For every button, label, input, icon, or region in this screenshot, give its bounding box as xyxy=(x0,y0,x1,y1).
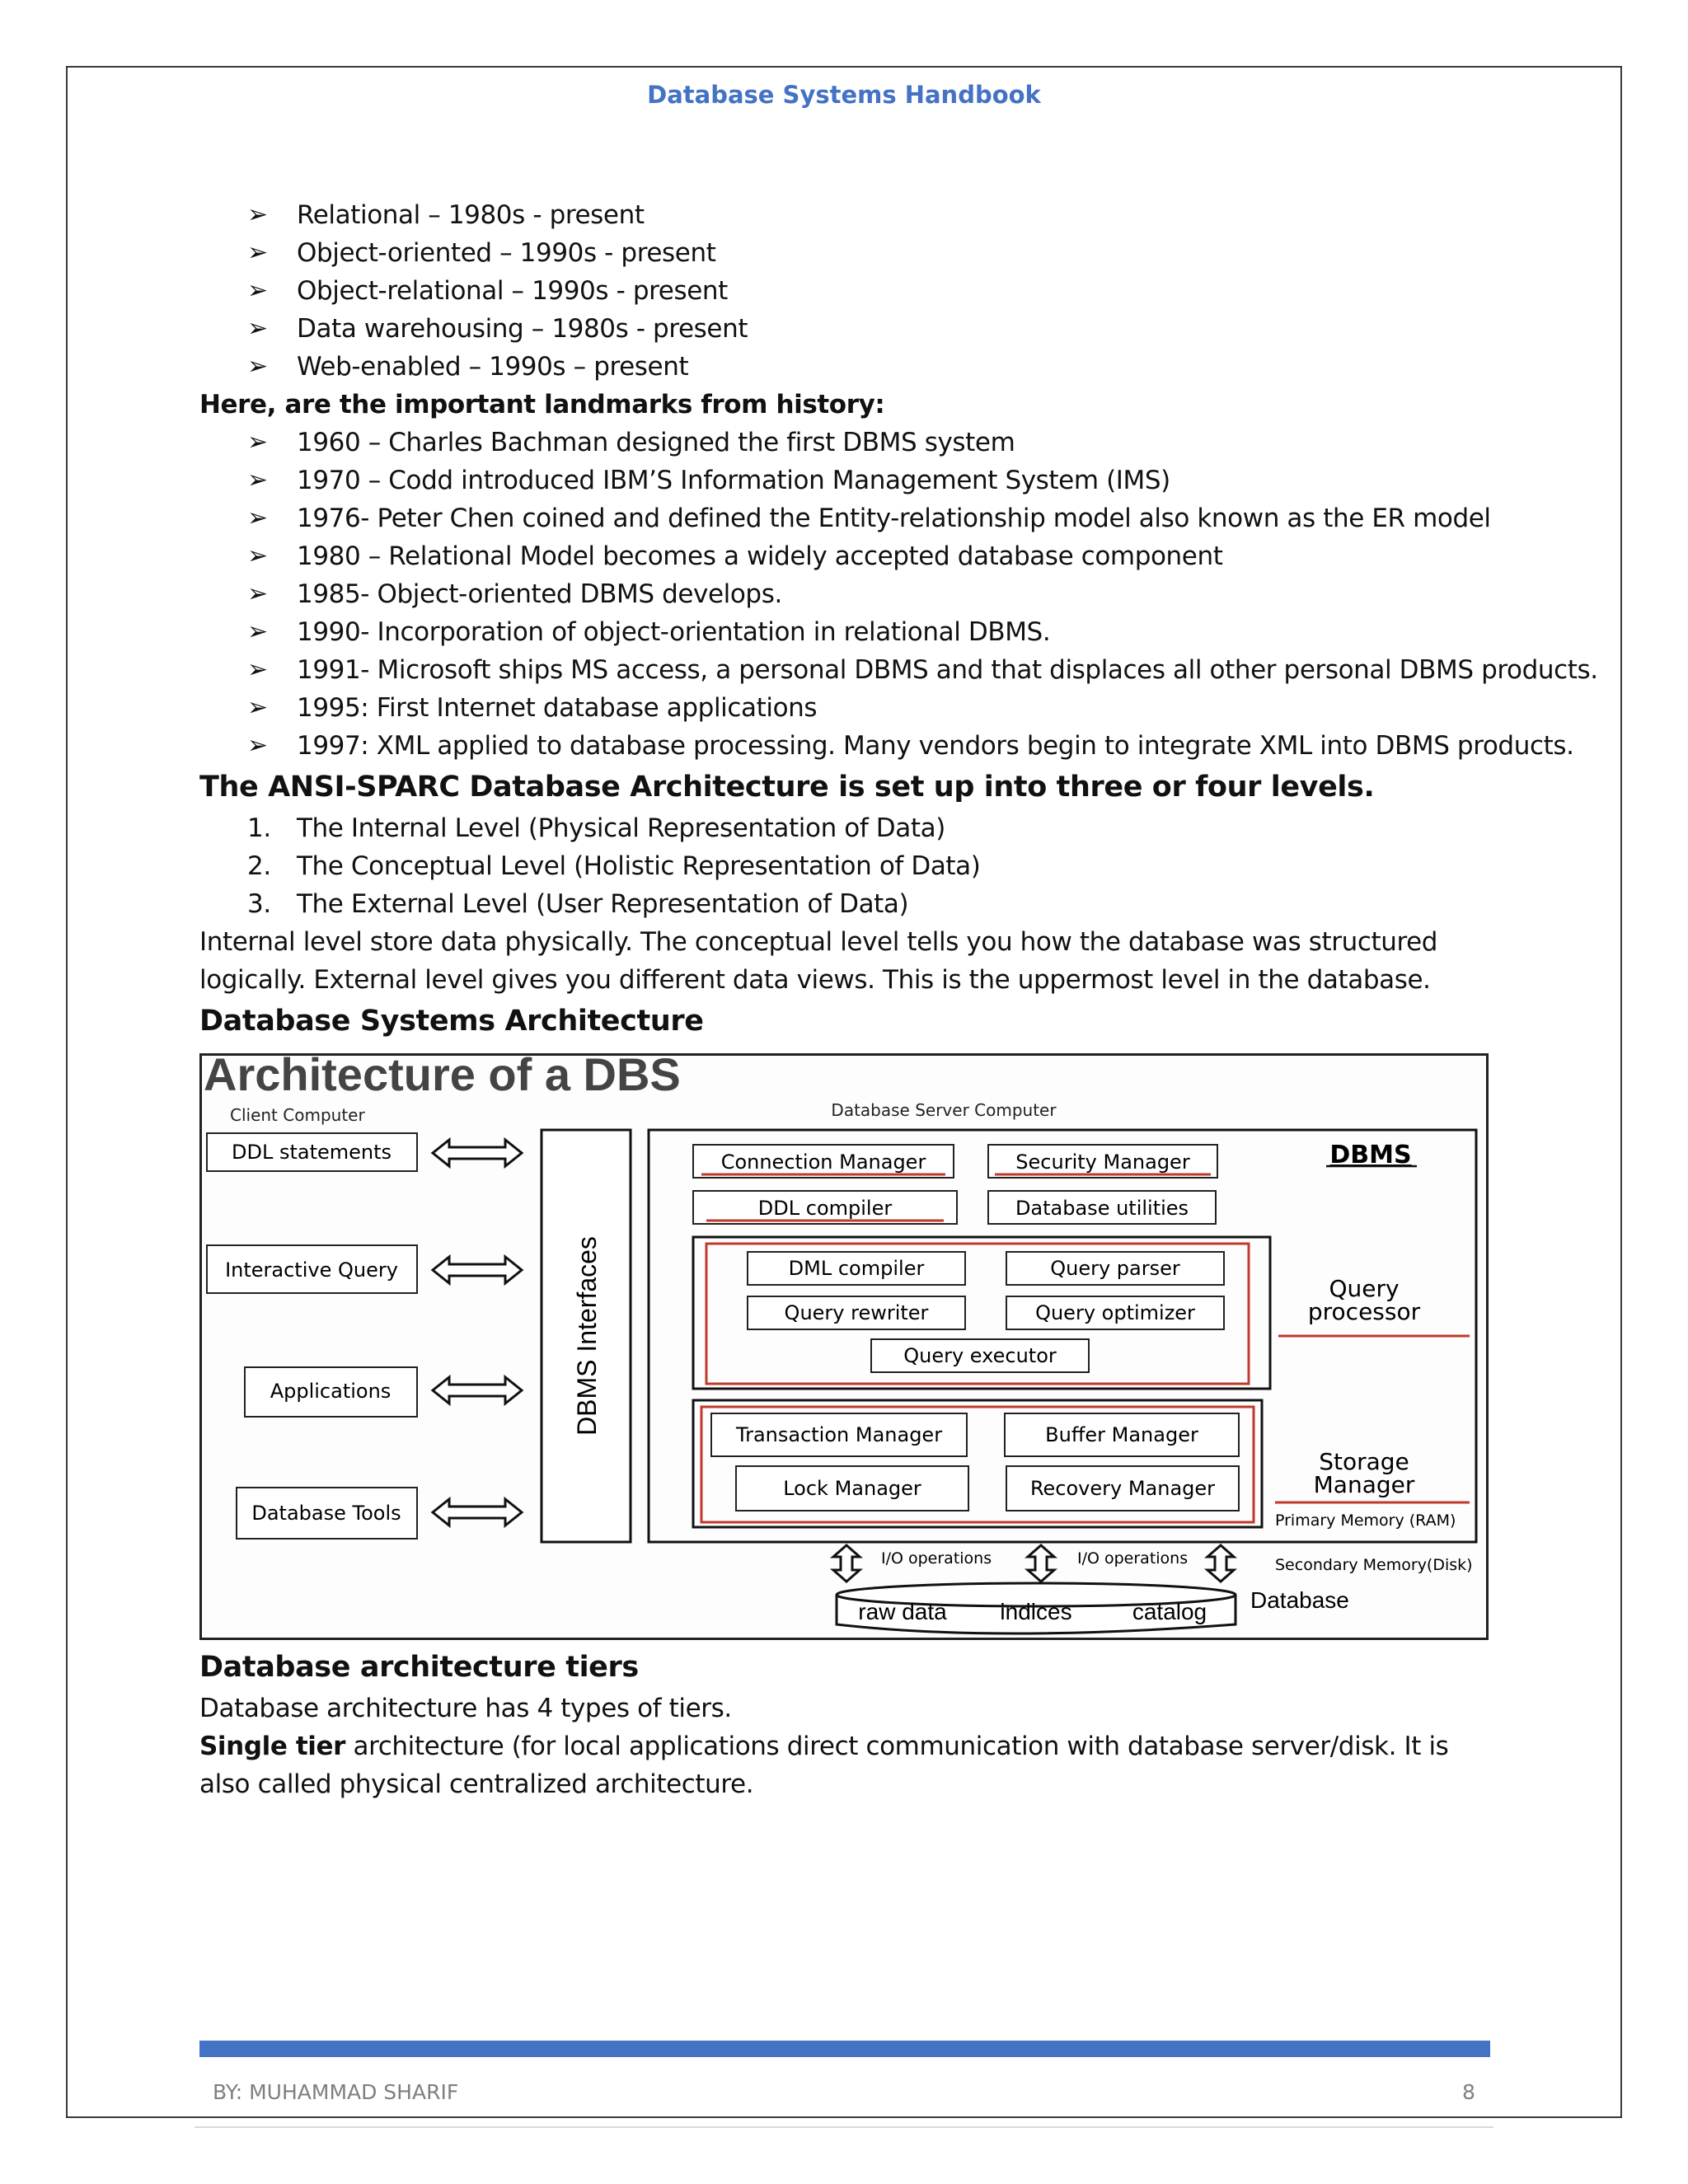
storage-manager-label: Storage Manager xyxy=(1313,1448,1415,1498)
client-interactive-query xyxy=(207,1245,417,1293)
list-item: 1. The Internal Level (Physical Representation of Data) xyxy=(247,813,945,843)
footer-author: BY: MUHAMMAD SHARIF xyxy=(213,2080,459,2104)
list-item: ➢ 1990- Incorporation of object-orientation in relational DBMS. xyxy=(199,613,1490,651)
footer-bar xyxy=(199,2041,1490,2057)
landmarks-heading: Here, are the important landmarks from history: xyxy=(199,390,885,419)
page-header: Database Systems Handbook xyxy=(647,81,1041,109)
transaction-manager-box xyxy=(711,1413,967,1456)
arrow-bullet-icon: ➢ xyxy=(247,314,268,343)
recovery-manager-box xyxy=(1006,1466,1239,1511)
svg-text:Recovery Manager: Recovery Manager xyxy=(1029,1477,1216,1500)
list-item: ➢ 1976- Peter Chen coined and defined the Entity-relationship model also known as the ER model xyxy=(199,499,1490,537)
server-computer-label: Database Server Computer xyxy=(831,1100,1057,1120)
io-operations-label: I/O operations xyxy=(881,1549,992,1568)
svg-text:DDL statements: DDL statements xyxy=(231,1141,392,1164)
landmarks-list xyxy=(199,424,1598,765)
arrow-bullet-icon: ➢ xyxy=(247,428,268,457)
primary-memory-label: Primary Memory (RAM) xyxy=(1275,1511,1456,1530)
svg-text:DML compiler: DML compiler xyxy=(788,1257,925,1280)
ddl-compiler-box xyxy=(693,1191,957,1224)
svg-text:Query rewriter: Query rewriter xyxy=(784,1301,929,1324)
history-models-list xyxy=(199,196,1490,386)
secondary-memory-label: Secondary Memory(Disk) xyxy=(1275,1556,1473,1574)
list-item: ➢ 1995: First Internet database applications xyxy=(199,689,1490,727)
tiers-section xyxy=(199,1645,1490,1803)
client-applications xyxy=(245,1367,417,1417)
client-ddl-statements xyxy=(207,1133,417,1171)
svg-text:Query parser: Query parser xyxy=(1050,1257,1180,1280)
tiers-intro: Database architecture has 4 types of tiers. xyxy=(199,1694,732,1723)
svg-text:Query optimizer: Query optimizer xyxy=(1035,1301,1195,1324)
svg-text:Security Manager: Security Manager xyxy=(1015,1151,1190,1174)
dbms-label: DBMS xyxy=(1329,1141,1412,1169)
arrow-bullet-icon: ➢ xyxy=(247,579,268,608)
page-number: 8 xyxy=(1462,2080,1475,2104)
svg-text:Database Tools: Database Tools xyxy=(251,1502,401,1525)
query-processor-label: Query processor xyxy=(1307,1275,1421,1325)
dml-compiler-box xyxy=(748,1252,965,1285)
double-arrow-icon xyxy=(433,1377,522,1404)
list-item: ➢ 1960 – Charles Bachman designed the first DBMS system xyxy=(199,424,1490,462)
query-executor-box xyxy=(871,1339,1089,1372)
footer-divider xyxy=(195,2126,1493,2128)
levels-paragraph: Internal level store data physically. The conceptual level tells you how the database was structured logically. External level gives you different data views. This is the uppermost level in the database. xyxy=(199,927,1438,995)
main-content xyxy=(199,196,1598,1043)
ansi-heading: The ANSI-SPARC Database Architecture is set up into three or four levels. xyxy=(199,771,1375,804)
double-arrow-icon xyxy=(433,1499,522,1526)
svg-text:Database utilities: Database utilities xyxy=(1015,1197,1189,1220)
svg-text:Buffer Manager: Buffer Manager xyxy=(1045,1423,1198,1446)
list-item: ➢ Relational – 1980s - present xyxy=(199,196,1490,234)
client-database-tools xyxy=(237,1488,417,1539)
list-item: ➢ Web-enabled – 1990s – present xyxy=(199,348,1490,386)
list-item: ➢ 1985- Object-oriented DBMS develops. xyxy=(199,575,1490,613)
database-utilities-box xyxy=(988,1191,1216,1224)
tiers-heading: Database architecture tiers xyxy=(199,1651,639,1684)
svg-text:Transaction Manager: Transaction Manager xyxy=(735,1423,943,1446)
buffer-manager-box xyxy=(1005,1413,1239,1456)
dbms-interfaces-label: DBMS Interfaces xyxy=(572,1236,602,1436)
svg-text:Lock Manager: Lock Manager xyxy=(783,1477,921,1500)
list-item: ➢ Object-relational – 1990s - present xyxy=(199,272,1490,310)
indices-label: indices xyxy=(1000,1599,1072,1624)
arrow-bullet-icon: ➢ xyxy=(247,466,268,494)
list-item: ➢ Data warehousing – 1980s - present xyxy=(199,310,1490,348)
architecture-diagram xyxy=(199,1053,1489,1640)
io-arrow-icon xyxy=(1207,1545,1234,1582)
single-tier-paragraph: Single tier architecture (for local applications direct communication with database server/disk. It is also called physical centralized architecture. xyxy=(199,1732,1449,1799)
levels-list xyxy=(199,809,1490,923)
list-item: ➢ 1980 – Relational Model becomes a widely accepted database component xyxy=(199,537,1490,575)
arrow-bullet-icon: ➢ xyxy=(247,504,268,532)
architecture-diagram-svg xyxy=(202,1056,1486,1638)
io-arrow-icon xyxy=(833,1545,860,1582)
list-item: ➢ Object-oriented – 1990s - present xyxy=(199,234,1490,272)
double-arrow-icon xyxy=(433,1140,522,1166)
lock-manager-box xyxy=(736,1466,968,1511)
diagram-title: Architecture of a DBS xyxy=(204,1056,681,1100)
list-item: ➢ 1997: XML applied to database processing. Many vendors begin to integrate XML into DBMS products. xyxy=(199,727,1490,765)
arrow-bullet-icon: ➢ xyxy=(247,276,268,305)
io-operations-label-2: I/O operations xyxy=(1077,1549,1189,1568)
database-cylinder xyxy=(837,1583,1236,1633)
raw-data-label: raw data xyxy=(858,1599,947,1624)
arrow-bullet-icon: ➢ xyxy=(247,238,268,267)
arrow-bullet-icon: ➢ xyxy=(247,655,268,684)
list-item: ➢ 1970 – Codd introduced IBM’S Information Management System (IMS) xyxy=(199,462,1490,499)
svg-text:Interactive Query: Interactive Query xyxy=(225,1258,398,1282)
arrow-bullet-icon: ➢ xyxy=(247,200,268,229)
list-item: ➢ 1991- Microsoft ships MS access, a personal DBMS and that displaces all other personal DBMS products. xyxy=(199,651,1490,689)
single-tier-term: Single tier xyxy=(199,1732,346,1761)
connection-manager-box xyxy=(693,1145,954,1178)
query-optimizer-box xyxy=(1006,1296,1224,1329)
arrow-bullet-icon: ➢ xyxy=(247,693,268,722)
svg-text:DDL compiler: DDL compiler xyxy=(757,1197,893,1220)
query-parser-box xyxy=(1006,1252,1224,1285)
client-computer-label: Client Computer xyxy=(230,1105,365,1125)
arrow-bullet-icon: ➢ xyxy=(247,541,268,570)
svg-text:Applications: Applications xyxy=(270,1380,392,1403)
security-manager-box xyxy=(988,1145,1217,1178)
double-arrow-icon xyxy=(433,1257,522,1283)
svg-text:Query executor: Query executor xyxy=(903,1344,1057,1367)
io-arrow-icon xyxy=(1028,1545,1054,1582)
arrow-bullet-icon: ➢ xyxy=(247,617,268,646)
list-item: 3. The External Level (User Representation of Data) xyxy=(247,889,909,919)
svg-text:Connection Manager: Connection Manager xyxy=(720,1151,926,1174)
architecture-heading: Database Systems Architecture xyxy=(199,1005,704,1038)
catalog-label: catalog xyxy=(1132,1599,1207,1624)
list-item: 2. The Conceptual Level (Holistic Representation of Data) xyxy=(247,851,981,881)
database-label: Database xyxy=(1250,1587,1349,1613)
arrow-bullet-icon: ➢ xyxy=(247,352,268,381)
arrow-bullet-icon: ➢ xyxy=(247,731,268,760)
query-rewriter-box xyxy=(748,1296,965,1329)
